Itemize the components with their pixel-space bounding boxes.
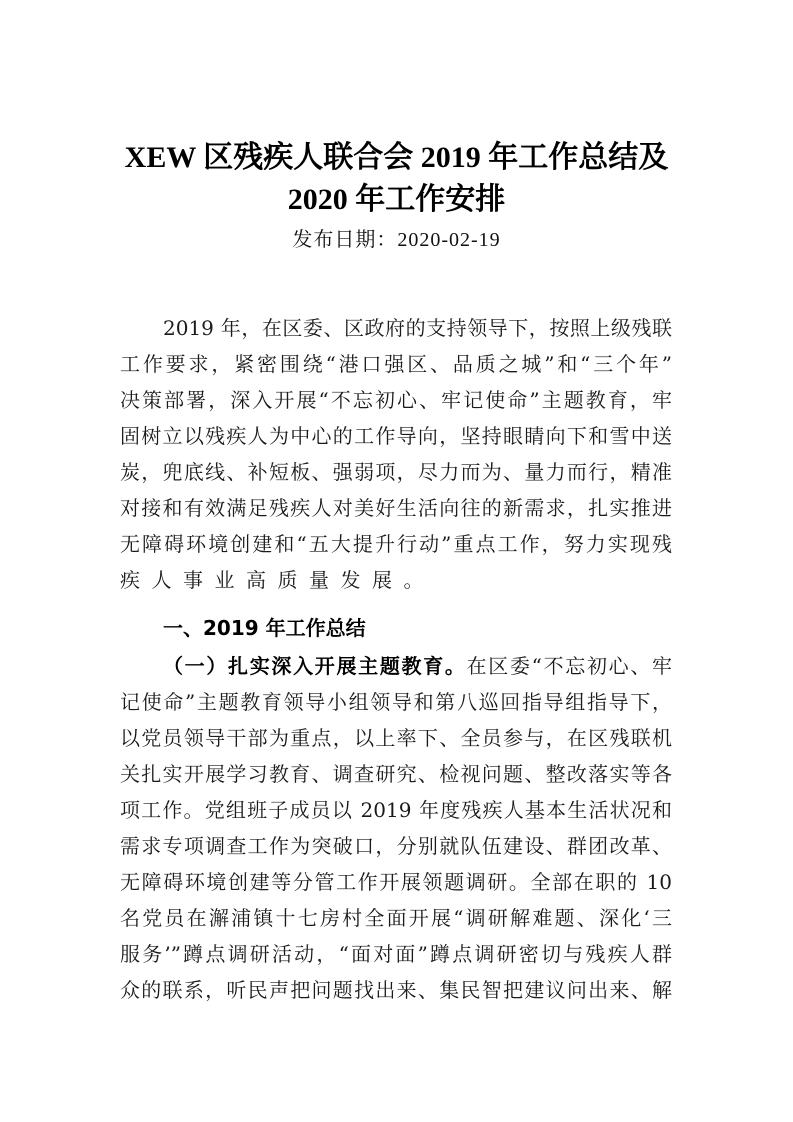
intro-line-6: 对接和有效满足残疾人对美好生活向往的新需求，扎实推进 (120, 496, 672, 520)
subsection-line-7: 无障碍环境创建等分管工作开展领题调研。全部在职的 10 (120, 870, 672, 894)
intro-line-2: 工作要求，紧密围绕“港口强区、品质之城”和“三个年” (120, 352, 672, 376)
publish-date (0, 226, 793, 254)
publish-date-value: 2020-02-19 (397, 229, 501, 251)
document-title-line-2: 2020 年工作安排 (287, 183, 506, 216)
subsection-line-10: 众的联系，听民声把问题找出来、集民智把建议问出来、解 (120, 978, 672, 1002)
intro-line-4: 固树立以残疾人为中心的工作导向，坚持眼睛向下和雪中送 (120, 424, 672, 448)
document-title-line-1: XEW 区残疾人联合会 2019 年工作总结及 (124, 141, 669, 174)
subsection-line-5: 项工作。党组班子成员以 2019 年度残疾人基本生活状况和 (120, 798, 672, 822)
subsection-line-1-rest: 在区委“不忘初心、牢 (466, 654, 673, 678)
subsection-line-4: 关扎实开展学习教育、调查研究、检视问题、整改落实等各 (120, 762, 672, 786)
subsection-line-9: 服务’”蹲点调研活动，“面对面”蹲点调研密切与残疾人群 (120, 942, 672, 966)
publish-date-label: 发布日期： (292, 229, 398, 251)
intro-line-5: 炭，兜底线、补短板、强弱项，尽力而为、量力而行，精准 (120, 460, 672, 484)
intro-line-8: 疾人事业高质量发展。 (120, 568, 435, 592)
subsection-line-8: 名党员在澥浦镇十七房村全面开展“调研解难题、深化‘三 (120, 906, 672, 930)
intro-line-3: 决策部署，深入开展“不忘初心、牢记使命”主题教育，牢 (120, 388, 672, 412)
intro-line-7: 无障碍环境创建和“五大提升行动”重点工作，努力实现残 (120, 532, 672, 556)
subsection-line-1 (163, 648, 672, 684)
subsection-line-6: 需求专项调查工作为突破口，分别就队伍建设、群团改革、 (120, 834, 672, 858)
subsection-line-2: 记使命”主题教育领导小组领导和第八巡回指导组指导下， (120, 690, 672, 714)
intro-line-1: 2019 年，在区委、区政府的支持领导下，按照上级残联 (163, 316, 672, 340)
subsection-title: （一）扎实深入开展主题教育。 (163, 654, 467, 678)
subsection-line-3: 以党员领导干部为重点，以上率下、全员参与，在区残联机 (120, 726, 672, 750)
section-heading: 一、2019 年工作总结 (163, 616, 366, 640)
